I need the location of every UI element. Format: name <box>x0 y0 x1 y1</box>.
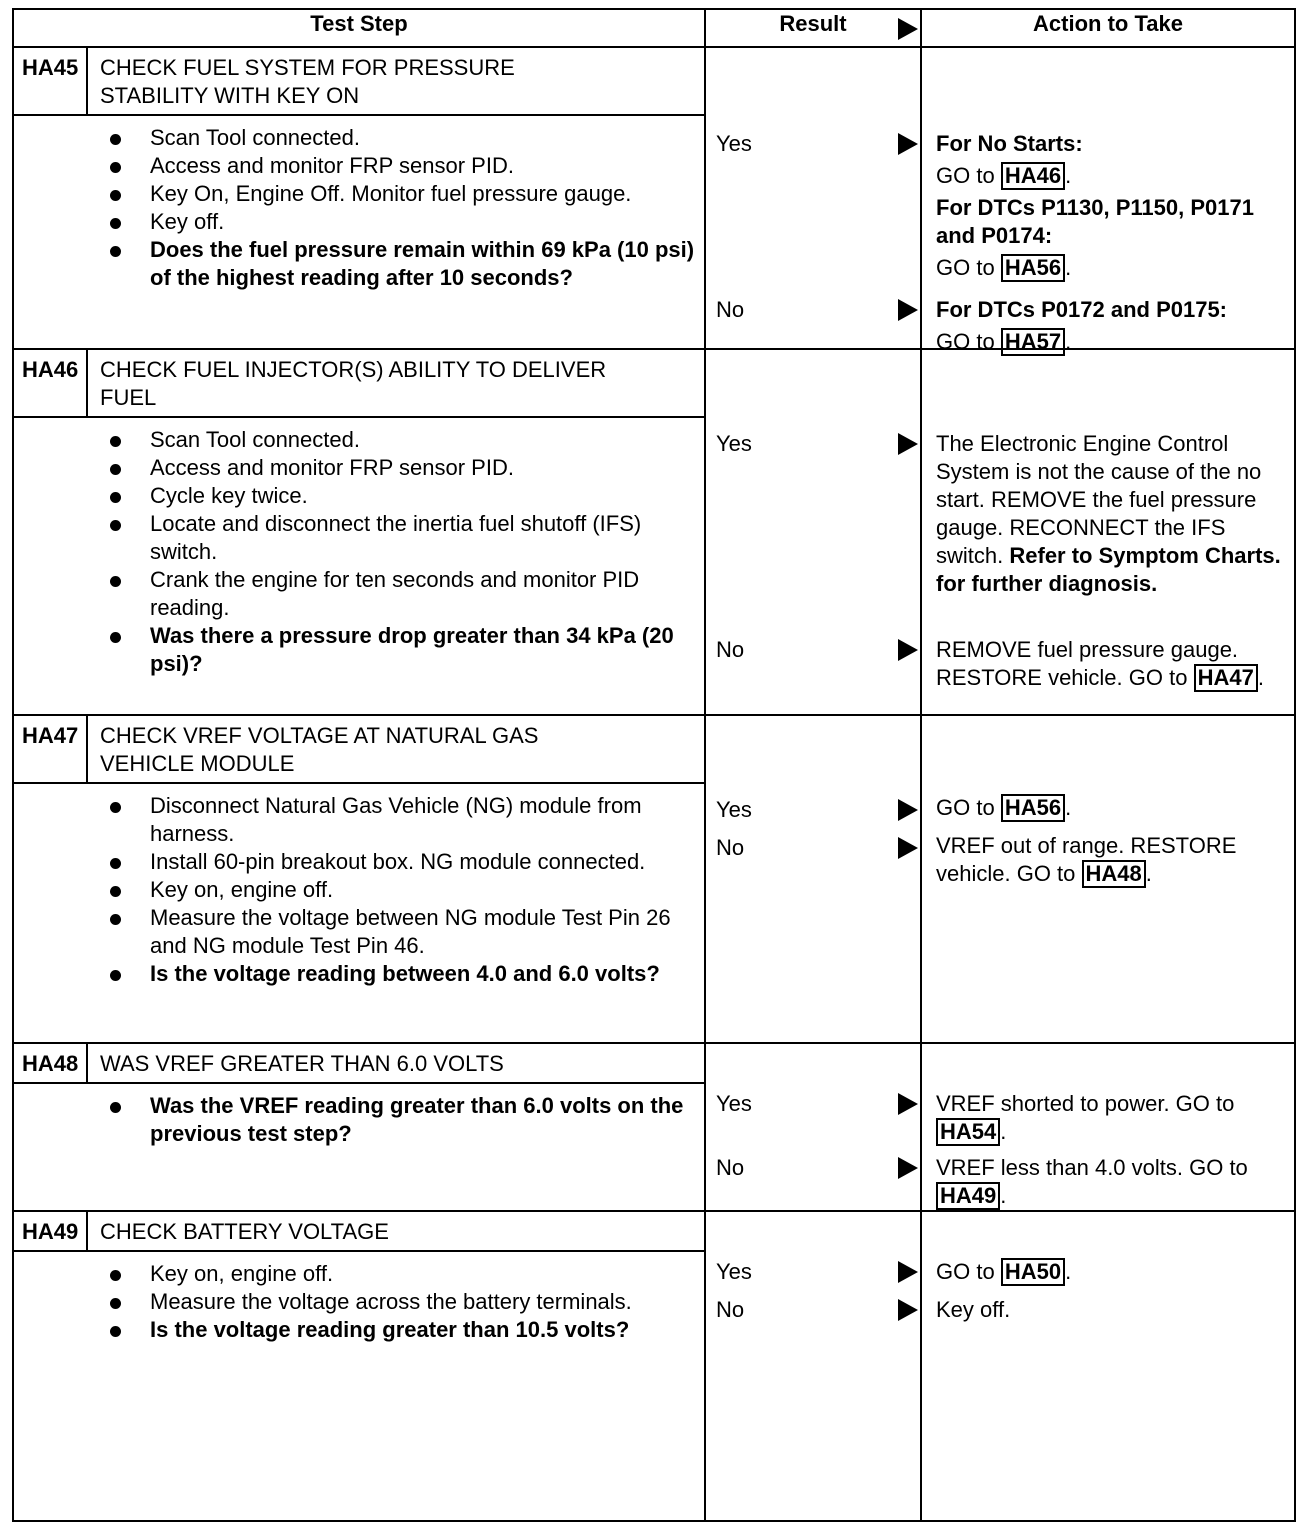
step-ref-link[interactable]: HA46 <box>1001 162 1065 190</box>
bullet-item: Access and monitor FRP sensor PID. <box>106 152 704 180</box>
header-result-label: Result <box>779 11 847 36</box>
step-header <box>14 48 704 116</box>
bullet-question: Was there a pressure drop greater than 34 kPa (20 psi)? <box>106 622 704 678</box>
step-title <box>88 48 704 114</box>
arrow-right-icon <box>898 639 918 661</box>
step-bullets <box>14 792 704 988</box>
arrow-right-icon <box>898 299 918 321</box>
action-heading: For No Starts: <box>936 131 1083 156</box>
bullet-icon <box>110 246 121 257</box>
header-row <box>13 9 1295 47</box>
action-bold-text: Refer to Symptom Charts. for further diagnosis. <box>936 543 1281 596</box>
bullet-question: Is the voltage reading greater than 10.5 volts? <box>106 1316 704 1344</box>
action-cell <box>921 715 1295 1043</box>
step-cell <box>13 47 705 349</box>
step-title <box>88 1212 704 1250</box>
bullet-icon <box>110 802 121 813</box>
step-title-line: CHECK FUEL INJECTOR(S) ABILITY TO DELIVER <box>100 357 607 382</box>
header-action: Action to Take <box>921 9 1295 47</box>
action-cell <box>921 349 1295 715</box>
arrow-right-icon <box>898 1299 918 1321</box>
result-yes: Yes <box>716 797 752 822</box>
bullet-icon <box>110 1298 121 1309</box>
arrow-right-icon <box>898 433 918 455</box>
step-ref-link[interactable]: HA57 <box>1001 328 1065 356</box>
action-text: REMOVE fuel pressure gauge. RESTORE vehicle. GO to <box>936 637 1239 690</box>
step-ref-link[interactable]: HA54 <box>936 1118 1000 1146</box>
action-text: The Electronic Engine Control System is not the cause of the no start. REMOVE the fuel pressure gauge. RECONNECT the IFS switch. <box>936 431 1262 568</box>
action-yes: GO to HA50 . <box>936 1259 1072 1284</box>
step-cell <box>13 715 705 1043</box>
bullet-item: Install 60-pin breakout box. NG module connected. <box>106 848 704 876</box>
step-title-line: WAS VREF GREATER THAN 6.0 VOLTS <box>100 1051 504 1076</box>
action-yes: For No Starts: GO to HA46 . For DTCs P1130, P1150, P0171 and P0174: GO to HA56 . <box>936 130 1286 282</box>
step-header <box>14 1212 704 1252</box>
result-cell <box>705 715 921 1043</box>
action-text: VREF shorted to power. GO to <box>936 1091 1235 1116</box>
test-step-row-ha45 <box>13 47 1295 349</box>
bullet-icon <box>110 1102 121 1113</box>
action-cell <box>921 47 1295 354</box>
bullet-item: Measure the voltage across the battery terminals. <box>106 1288 704 1316</box>
step-header <box>14 350 704 418</box>
step-title <box>88 716 704 782</box>
arrow-right-icon <box>898 799 918 821</box>
action-no: REMOVE fuel pressure gauge. RESTORE vehicle. GO to HA47 . <box>936 637 1264 690</box>
bullet-icon <box>110 970 121 981</box>
action-yes: VREF shorted to power. GO to HA54 . <box>936 1091 1235 1144</box>
test-step-row-ha49 <box>13 1211 1295 1521</box>
bullet-item: Key On, Engine Off. Monitor fuel pressure gauge. <box>106 180 704 208</box>
step-title <box>88 350 704 416</box>
bullet-item: Locate and disconnect the inertia fuel shutoff (IFS) switch. <box>106 510 704 566</box>
action-text: Key off. <box>936 1297 1011 1322</box>
step-ref-link[interactable]: HA56 <box>1001 254 1065 282</box>
result-no: No <box>716 1297 745 1322</box>
bullet-icon <box>110 134 121 145</box>
test-step-row-ha48 <box>13 1043 1295 1211</box>
action-yes <box>936 430 1286 598</box>
action-text: VREF out of range. RESTORE vehicle. GO to <box>936 833 1237 886</box>
action-no: VREF less than 4.0 volts. GO to HA49 . <box>936 1155 1248 1208</box>
bullet-item: Crank the engine for ten seconds and monitor PID reading. <box>106 566 704 622</box>
pinpoint-test-table <box>12 8 1296 1522</box>
bullet-item: Access and monitor FRP sensor PID. <box>106 454 704 482</box>
step-bullets <box>14 1260 704 1344</box>
bullet-question: Does the fuel pressure remain within 69 kPa (10 psi) of the highest reading after 10 seconds? <box>106 236 704 292</box>
step-ref-link[interactable]: HA47 <box>1194 664 1258 692</box>
step-bullets <box>14 124 704 292</box>
action-text: VREF less than 4.0 volts. GO to <box>936 1155 1248 1180</box>
bullet-icon <box>110 858 121 869</box>
header-result <box>705 9 921 47</box>
step-id: HA48 <box>14 1044 88 1082</box>
action-yes: GO to HA56 . <box>936 795 1072 820</box>
step-ref-link[interactable]: HA48 <box>1082 860 1146 888</box>
arrow-right-icon <box>898 133 918 155</box>
bullet-icon <box>110 190 121 201</box>
bullet-item: Key on, engine off. <box>106 1260 704 1288</box>
bullet-icon <box>110 162 121 173</box>
step-cell <box>13 1211 705 1521</box>
step-title-line: CHECK VREF VOLTAGE AT NATURAL GAS <box>100 723 539 748</box>
action-heading: For DTCs P1130, P1150, P0171 and P0174: <box>936 195 1254 248</box>
result-no: No <box>716 1155 745 1180</box>
step-bullets <box>14 426 704 678</box>
step-title-line: CHECK FUEL SYSTEM FOR PRESSURE <box>100 55 515 80</box>
arrow-right-icon <box>898 1157 918 1179</box>
test-step-row-ha47 <box>13 715 1295 1043</box>
step-id: HA47 <box>14 716 88 782</box>
bullet-icon <box>110 914 121 925</box>
action-text: GO to <box>936 795 995 820</box>
step-title-line: STABILITY WITH KEY ON <box>100 83 360 108</box>
arrow-right-icon <box>898 1261 918 1283</box>
step-title-line: FUEL <box>100 385 157 410</box>
bullet-item: Key on, engine off. <box>106 876 704 904</box>
bullet-icon <box>110 1270 121 1281</box>
step-bullets <box>14 1092 704 1148</box>
bullet-item: Scan Tool connected. <box>106 124 704 152</box>
step-ref-link[interactable]: HA49 <box>936 1182 1000 1210</box>
bullet-item: Key off. <box>106 208 704 236</box>
step-id: HA46 <box>14 350 88 416</box>
bullet-item: Cycle key twice. <box>106 482 704 510</box>
action-heading: For DTCs P0172 and P0175: <box>936 297 1228 322</box>
action-no <box>936 1296 1286 1324</box>
result-yes: Yes <box>716 131 752 156</box>
step-header <box>14 1044 704 1084</box>
header-test-step: Test Step <box>13 9 705 47</box>
result-cell <box>705 47 921 349</box>
result-cell <box>705 349 921 715</box>
action-cell <box>921 1211 1295 1521</box>
arrow-right-icon <box>898 837 918 859</box>
step-header <box>14 716 704 784</box>
arrow-right-icon <box>898 18 918 40</box>
bullet-icon <box>110 520 121 531</box>
bullet-icon <box>110 632 121 643</box>
bullet-item: Disconnect Natural Gas Vehicle (NG) module from harness. <box>106 792 704 848</box>
bullet-item: Measure the voltage between NG module Test Pin 26 and NG module Test Pin 46. <box>106 904 704 960</box>
result-yes: Yes <box>716 1091 752 1116</box>
action-no: For DTCs P0172 and P0175: GO to HA57 . <box>936 296 1286 356</box>
bullet-icon <box>110 436 121 447</box>
step-title-line: VEHICLE MODULE <box>100 751 295 776</box>
bullet-icon <box>110 464 121 475</box>
result-yes: Yes <box>716 1259 752 1284</box>
step-id: HA49 <box>14 1212 88 1250</box>
step-title <box>88 1044 704 1082</box>
result-cell <box>705 1043 921 1211</box>
bullet-icon <box>110 1326 121 1337</box>
action-no: VREF out of range. RESTORE vehicle. GO to HA48 . <box>936 833 1237 886</box>
step-ref-link[interactable]: HA50 <box>1001 1258 1065 1286</box>
bullet-icon <box>110 576 121 587</box>
step-id: HA45 <box>14 48 88 114</box>
bullet-icon <box>110 492 121 503</box>
step-cell <box>13 349 705 715</box>
result-cell <box>705 1211 921 1521</box>
result-no: No <box>716 297 745 322</box>
step-title-line: CHECK BATTERY VOLTAGE <box>100 1219 389 1244</box>
result-no: No <box>716 835 745 860</box>
result-yes: Yes <box>716 431 752 456</box>
bullet-question: Was the VREF reading greater than 6.0 volts on the previous test step? <box>106 1092 704 1148</box>
action-text: GO to <box>936 1259 995 1284</box>
result-no: No <box>716 637 745 662</box>
arrow-right-icon <box>898 1093 918 1115</box>
bullet-icon <box>110 218 121 229</box>
bullet-item: Scan Tool connected. <box>106 426 704 454</box>
test-step-row-ha46 <box>13 349 1295 715</box>
bullet-question: Is the voltage reading between 4.0 and 6.0 volts? <box>106 960 704 988</box>
action-cell <box>921 1043 1295 1211</box>
step-cell <box>13 1043 705 1211</box>
step-ref-link[interactable]: HA56 <box>1001 794 1065 822</box>
bullet-icon <box>110 886 121 897</box>
